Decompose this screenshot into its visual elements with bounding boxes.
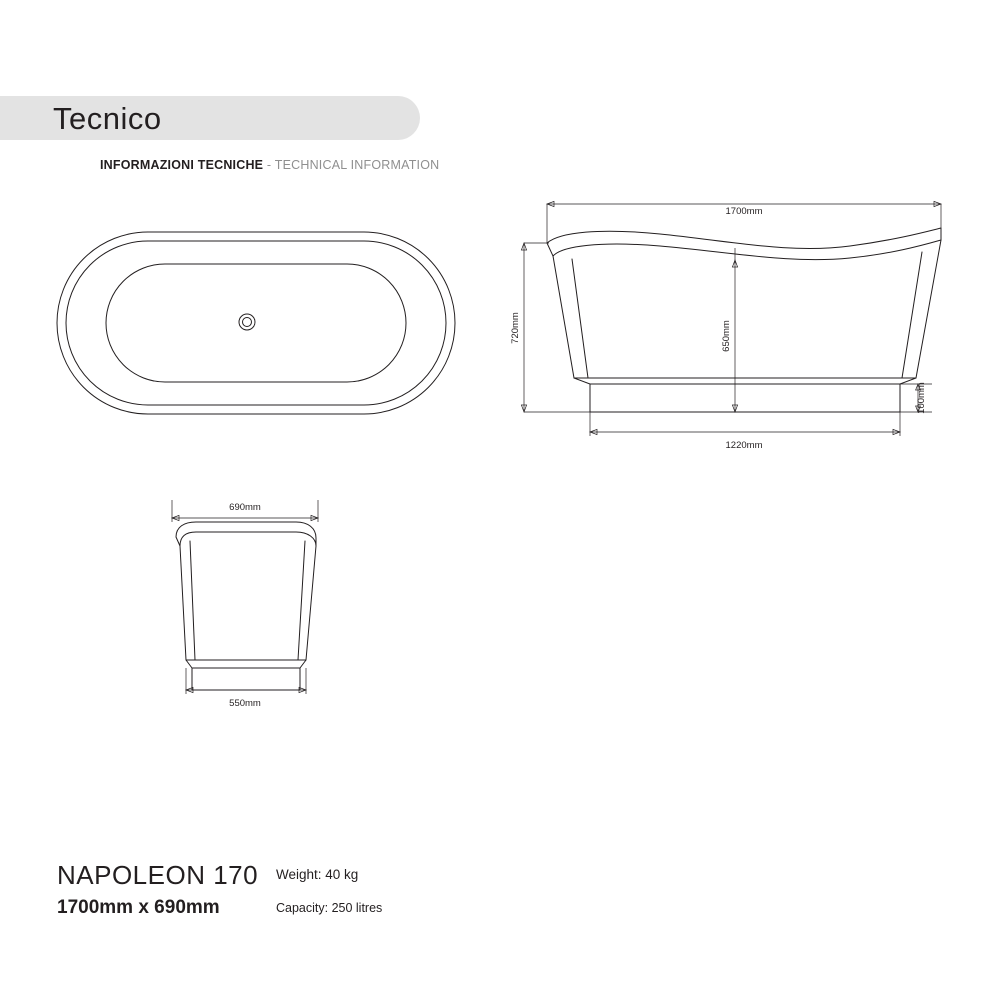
side-body-right-inner — [298, 541, 305, 660]
top-view-drain-outer — [239, 314, 255, 330]
side-body-outline — [180, 546, 316, 660]
front-rim-profile — [547, 228, 941, 260]
dim-label-plinth-depth: 550mm — [229, 698, 261, 709]
dim-label-overall-width: 1700mm — [725, 206, 763, 217]
front-body-left-edge — [553, 256, 574, 378]
front-body-left-inner — [572, 259, 588, 378]
dim-label-overall-depth: 690mm — [229, 502, 261, 513]
side-plinth-top — [186, 660, 306, 668]
front-plinth-body — [590, 384, 900, 412]
top-view-inner-rim — [66, 241, 446, 405]
top-view-drain-inner — [243, 318, 252, 327]
side-body-left-inner — [190, 541, 195, 660]
side-rim-profile — [176, 522, 316, 546]
top-view-bowl-opening — [106, 264, 406, 382]
bathtub-side-elevation-group — [172, 500, 318, 709]
front-plinth-top — [574, 378, 916, 384]
bathtub-top-view-group — [57, 232, 455, 414]
dim-label-overall-height: 720mm — [510, 312, 521, 344]
spec-capacity: Capacity: 250 litres — [276, 901, 383, 915]
dim-label-plinth-height: 100mm — [916, 382, 927, 414]
dim-label-plinth-width: 1220mm — [725, 440, 763, 451]
spec-weight: Weight: 40 kg — [276, 867, 359, 882]
model-name: NAPOLEON 170 — [57, 860, 259, 890]
page-title: Tecnico — [53, 101, 162, 136]
dim-label-bowl-height: 650mm — [721, 320, 732, 352]
front-body-right-edge — [916, 240, 941, 378]
subtitle-english: TECHNICAL INFORMATION — [274, 158, 440, 172]
bathtub-front-elevation-group — [510, 201, 941, 451]
model-dimensions: 1700mm x 690mm — [57, 897, 220, 918]
subtitle-separator: - — [266, 158, 272, 172]
side-plinth-body — [192, 668, 300, 690]
subtitle-italian: INFORMAZIONI TECNICHE — [100, 158, 264, 172]
top-view-outer-rim — [57, 232, 455, 414]
